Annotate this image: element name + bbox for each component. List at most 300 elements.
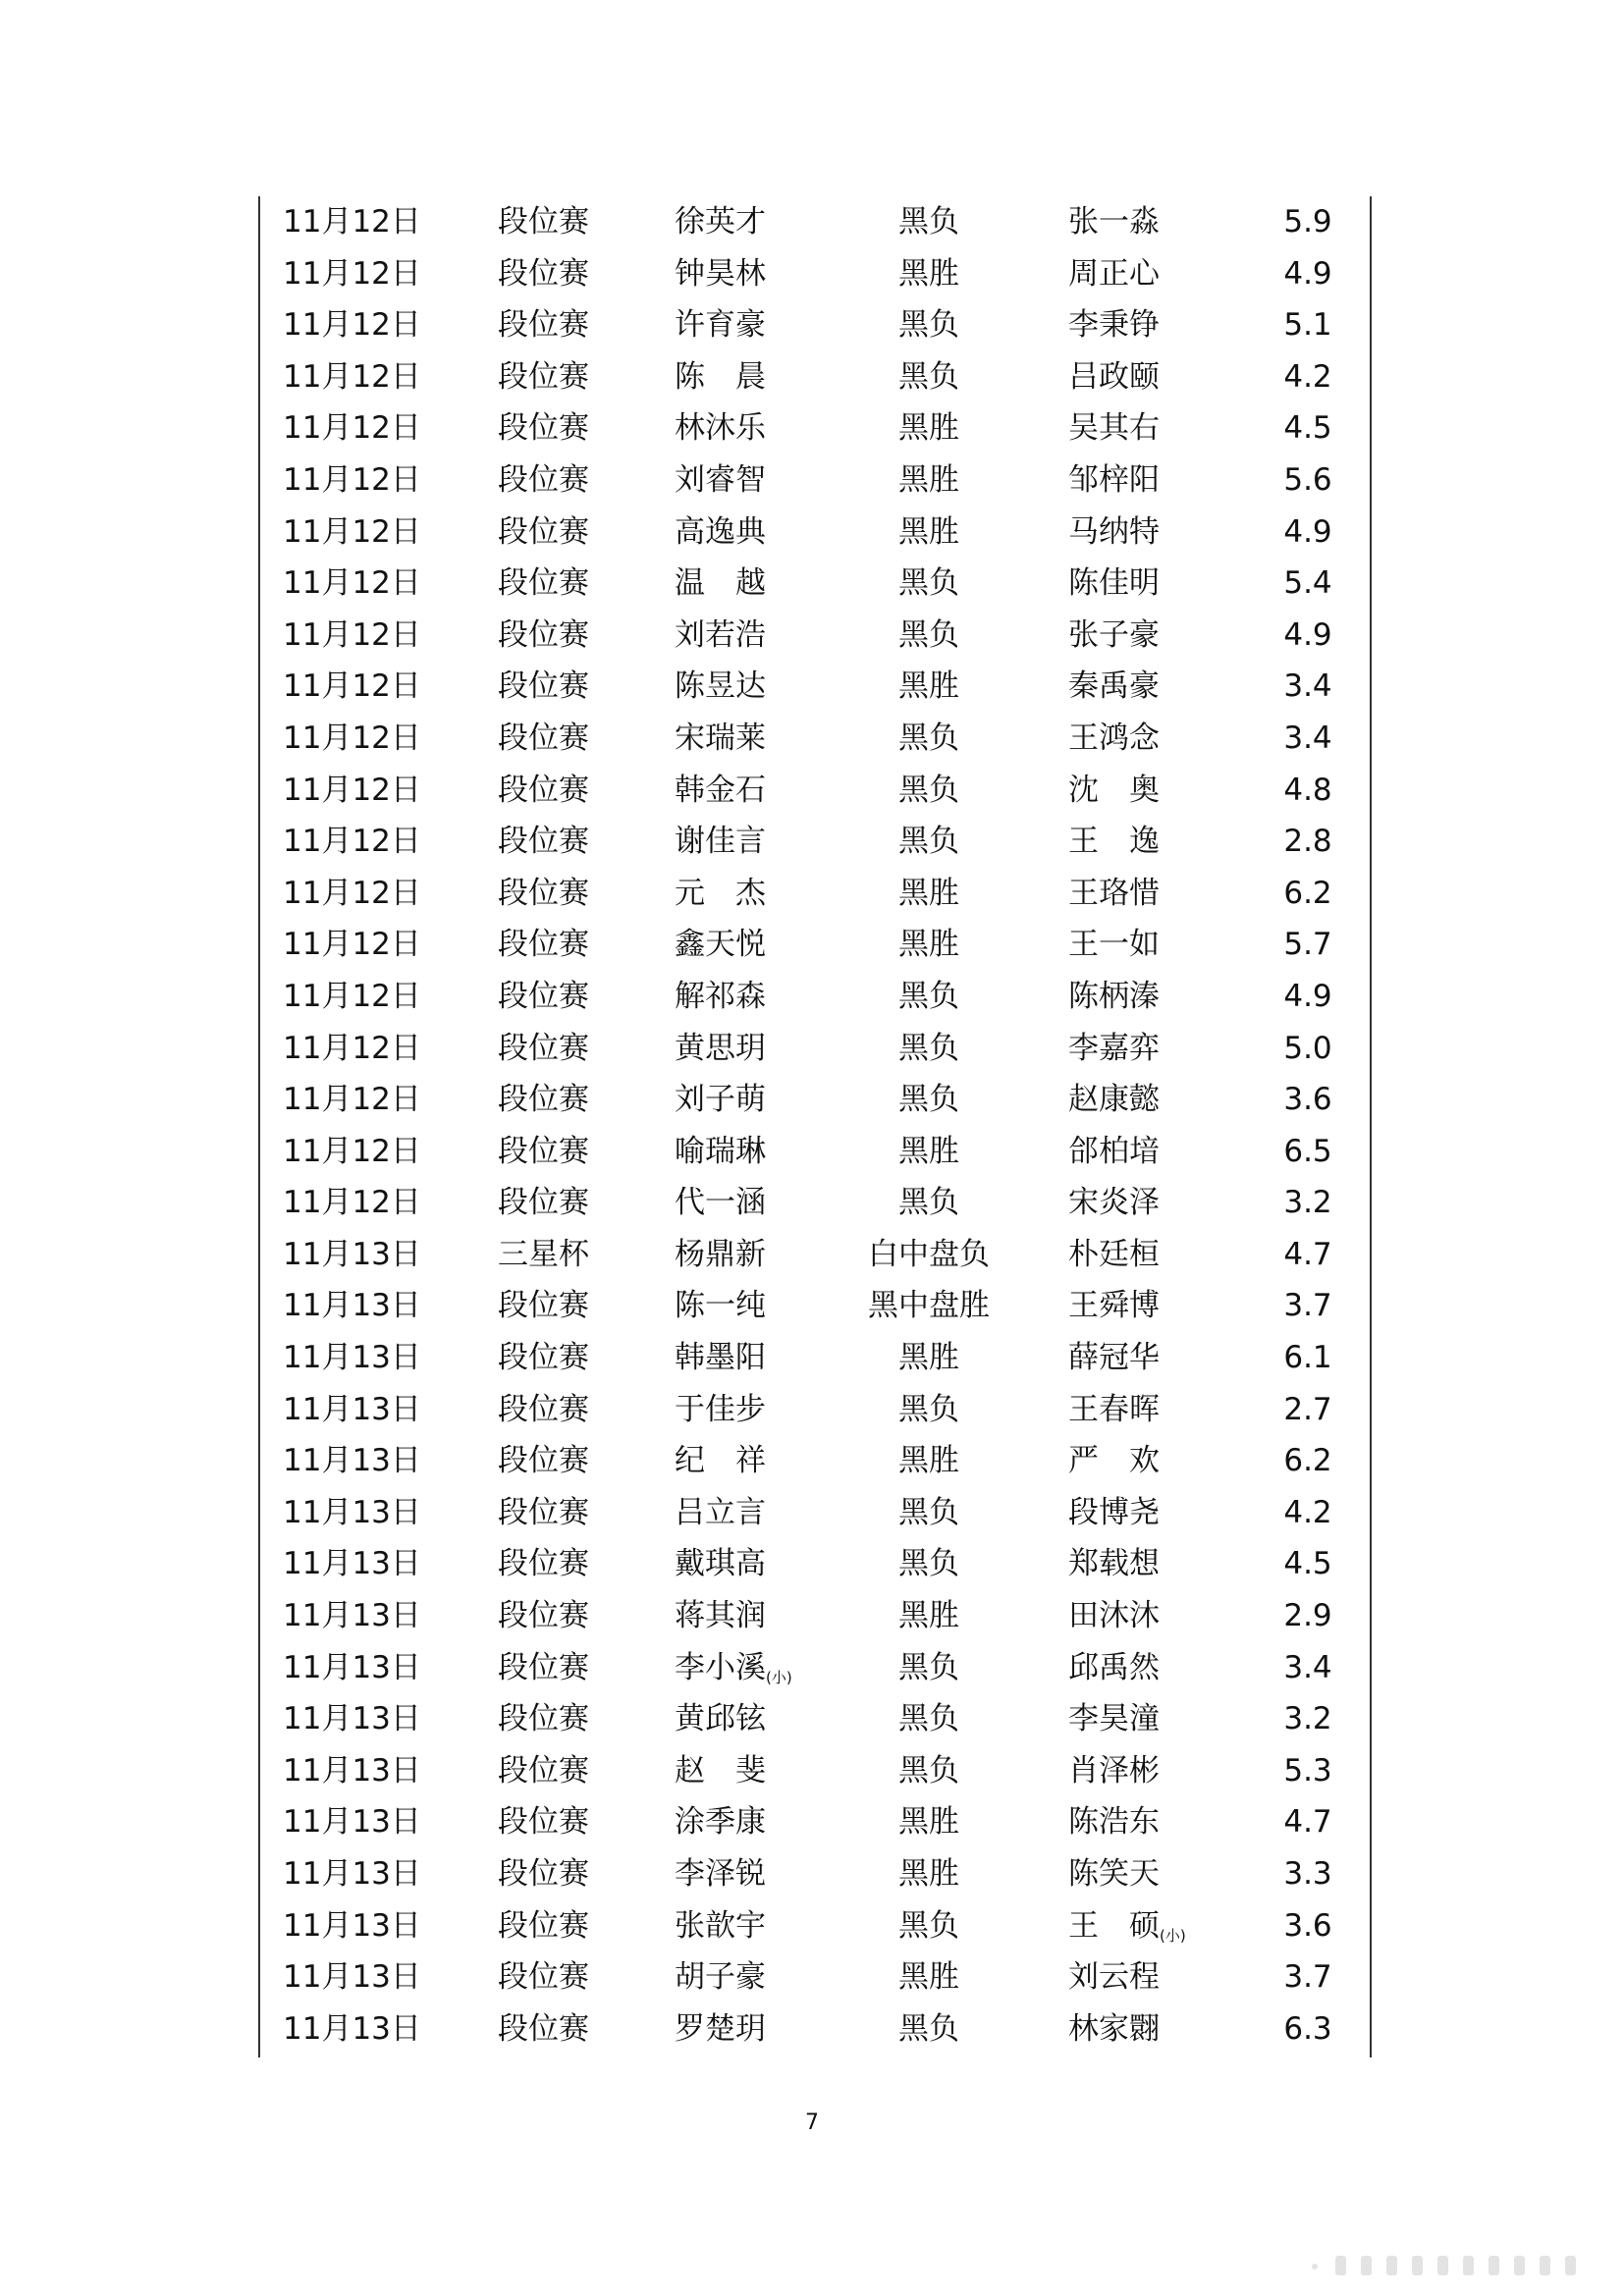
player-name-text: 郑载想: [1068, 1546, 1160, 1582]
player-name: [1068, 248, 1160, 300]
player-name: [675, 1229, 766, 1281]
date-cell: 11月12日: [283, 875, 421, 911]
player-name-text: 纪 祥: [675, 1443, 766, 1479]
watermark-mark: [1565, 2256, 1576, 2275]
black-player-cell: [600, 248, 840, 300]
white-player-cell: [994, 1590, 1234, 1642]
date-cell: 11月13日: [283, 1598, 421, 1634]
event-cell: 段位赛: [498, 772, 589, 808]
hand-count-cell: 6.3: [1283, 2010, 1332, 2047]
player-name-text: 王珞惜: [1068, 875, 1160, 911]
player-name: [1068, 1332, 1160, 1384]
date-cell: 11月13日: [283, 1494, 421, 1530]
player-name: [675, 1074, 766, 1126]
player-name-text: 邱禹然: [1068, 1649, 1160, 1685]
event-cell: 段位赛: [498, 616, 589, 653]
player-name: [675, 1745, 766, 1797]
player-name-text: 朴廷桓: [1068, 1236, 1160, 1272]
player-name: [675, 1487, 766, 1539]
player-name-text: 刘云程: [1068, 1959, 1160, 1996]
player-name-text: 王舜博: [1068, 1288, 1160, 1324]
date-cell: 11月12日: [283, 668, 421, 705]
right-rule: [1370, 196, 1372, 2057]
player-name: [675, 713, 766, 765]
date-cell: 11月12日: [283, 461, 421, 498]
player-name: [1068, 1693, 1160, 1745]
black-player-cell: [600, 402, 840, 454]
table-row: [260, 1229, 1370, 1281]
table-row: [260, 507, 1370, 559]
result-cell: 黑胜: [898, 668, 959, 705]
player-name: [675, 1590, 766, 1642]
hand-count-cell: 4.9: [1283, 978, 1332, 1014]
event-cell: 段位赛: [498, 1856, 589, 1892]
result-cell: 黑负: [898, 1082, 959, 1118]
player-name-text: 吕政颐: [1068, 358, 1160, 395]
date-cell: 11月12日: [283, 1185, 421, 1221]
white-player-cell: [994, 1280, 1234, 1332]
black-player-cell: [600, 1229, 840, 1281]
player-name-text: 周正心: [1068, 255, 1160, 292]
black-player-cell: [600, 454, 840, 507]
hand-count-cell: 3.7: [1283, 1959, 1332, 1996]
watermark-mark: [1437, 2256, 1448, 2275]
player-name: [1068, 454, 1160, 507]
player-name: [675, 1642, 792, 1694]
hand-count-cell: 4.5: [1283, 410, 1332, 447]
event-cell: 段位赛: [498, 513, 589, 550]
result-cell: 白中盘负: [868, 1236, 990, 1272]
date-cell: 11月13日: [283, 1649, 421, 1685]
table-row: [260, 1796, 1370, 1848]
player-name-text: 黄邱铉: [675, 1701, 766, 1737]
table-row: [260, 351, 1370, 403]
result-cell: 黑胜: [898, 1856, 959, 1892]
player-name-text: 李昊潼: [1068, 1701, 1160, 1737]
event-cell: 段位赛: [498, 204, 589, 240]
player-name-text: 李嘉弈: [1068, 1030, 1160, 1066]
black-player-cell: [600, 1538, 840, 1590]
player-name-text: 李泽锐: [675, 1856, 766, 1892]
black-player-cell: [600, 1848, 840, 1900]
table-row: [260, 1538, 1370, 1590]
player-name-text: 赵 斐: [675, 1752, 766, 1789]
player-name: [675, 454, 766, 507]
black-player-cell: [600, 507, 840, 559]
event-cell: 段位赛: [498, 565, 589, 602]
date-cell: 11月13日: [283, 2010, 421, 2047]
player-name-text: 张歆宇: [675, 1907, 766, 1944]
black-player-cell: [600, 1280, 840, 1332]
event-cell: 段位赛: [498, 1701, 589, 1737]
player-name: [1068, 402, 1160, 454]
player-name: [1068, 816, 1160, 868]
result-cell: 黑负: [898, 204, 959, 240]
player-name: [675, 765, 766, 817]
hand-count-cell: 3.3: [1283, 1856, 1332, 1892]
table-row: [260, 1177, 1370, 1229]
result-cell: 黑负: [898, 1391, 959, 1427]
table-row: [260, 713, 1370, 765]
table-row: [260, 1590, 1370, 1642]
hand-count-cell: 2.9: [1283, 1598, 1332, 1634]
table-row: [260, 1693, 1370, 1745]
white-player-cell: [994, 1900, 1234, 1952]
player-name-text: 罗楚玥: [675, 2010, 766, 2047]
hand-count-cell: 3.6: [1283, 1907, 1332, 1944]
player-name-text: 邹梓阳: [1068, 461, 1160, 498]
black-player-cell: [600, 1487, 840, 1539]
table-row: [260, 1900, 1370, 1952]
hand-count-cell: 4.9: [1283, 513, 1332, 550]
player-name-text: 蒋其润: [675, 1598, 766, 1634]
player-name-text: 秦禹豪: [1068, 668, 1160, 705]
date-cell: 11月13日: [283, 1907, 421, 1944]
player-name-text: 杨鼎新: [675, 1236, 766, 1272]
black-player-cell: [600, 919, 840, 971]
event-cell: 段位赛: [498, 307, 589, 344]
table-row: [260, 868, 1370, 920]
player-name: [675, 1332, 766, 1384]
white-player-cell: [994, 1538, 1234, 1590]
player-name: [1068, 1023, 1160, 1075]
player-name-text: 郃柏堷: [1068, 1133, 1160, 1169]
date-cell: 11月12日: [283, 1082, 421, 1118]
white-player-cell: [994, 507, 1234, 559]
event-cell: 段位赛: [498, 1959, 589, 1996]
player-name: [1068, 351, 1160, 403]
player-name-text: 温 越: [675, 565, 766, 602]
white-player-cell: [994, 351, 1234, 403]
hand-count-cell: 5.1: [1283, 307, 1332, 344]
event-cell: 段位赛: [498, 1598, 589, 1634]
player-name: [1068, 299, 1160, 351]
event-cell: 段位赛: [498, 2010, 589, 2047]
player-name: [675, 661, 766, 713]
player-name-text: 韩墨阳: [675, 1340, 766, 1376]
player-name: [1068, 661, 1160, 713]
player-name-text: 肖泽彬: [1068, 1752, 1160, 1789]
hand-count-cell: 3.2: [1283, 1185, 1332, 1221]
black-player-cell: [600, 765, 840, 817]
result-cell: 黑胜: [898, 1959, 959, 1996]
watermark-mark: [1514, 2256, 1525, 2275]
results-table: [260, 196, 1370, 2055]
table-row: [260, 816, 1370, 868]
date-cell: 11月13日: [283, 1959, 421, 1996]
player-name: [1068, 1384, 1160, 1436]
watermark-mark: [1361, 2256, 1372, 2275]
black-player-cell: [600, 1177, 840, 1229]
table-row: [260, 1951, 1370, 2003]
player-name-text: 林沐乐: [675, 410, 766, 447]
hand-count-cell: 4.2: [1283, 1494, 1332, 1530]
player-name-text: 薛冠华: [1068, 1340, 1160, 1376]
white-player-cell: [994, 248, 1234, 300]
result-cell: 黑负: [898, 1494, 959, 1530]
white-player-cell: [994, 713, 1234, 765]
hand-count-cell: 3.2: [1283, 1701, 1332, 1737]
event-cell: 段位赛: [498, 1340, 589, 1376]
event-cell: 段位赛: [498, 1030, 589, 1066]
player-name: [675, 2003, 766, 2056]
result-cell: 黑胜: [898, 410, 959, 447]
table-row: [260, 558, 1370, 610]
player-name-text: 王一如: [1068, 927, 1160, 963]
table-row: [260, 1280, 1370, 1332]
event-cell: 段位赛: [498, 978, 589, 1014]
player-name: [1068, 1590, 1160, 1642]
result-cell: 黑负: [898, 307, 959, 344]
player-name-text: 戴琪高: [675, 1546, 766, 1582]
player-name-text: 陈浩东: [1068, 1804, 1160, 1841]
player-name-text: 元 杰: [675, 875, 766, 911]
date-cell: 11月12日: [283, 720, 421, 756]
player-name: [675, 1848, 766, 1900]
event-cell: 段位赛: [498, 1546, 589, 1582]
event-cell: 段位赛: [498, 927, 589, 963]
table-row: [260, 1074, 1370, 1126]
table-row: [260, 661, 1370, 713]
player-name: [675, 402, 766, 454]
player-name: [1068, 1487, 1160, 1539]
event-cell: 段位赛: [498, 875, 589, 911]
white-player-cell: [994, 610, 1234, 662]
player-name: [675, 507, 766, 559]
white-player-cell: [994, 1487, 1234, 1539]
player-name: [675, 1177, 766, 1229]
event-cell: 段位赛: [498, 1082, 589, 1118]
event-cell: 段位赛: [498, 824, 589, 860]
white-player-cell: [994, 816, 1234, 868]
white-player-cell: [994, 2003, 1234, 2056]
event-cell: 段位赛: [498, 720, 589, 756]
date-cell: 11月13日: [283, 1288, 421, 1324]
player-name-text: 刘睿智: [675, 461, 766, 498]
black-player-cell: [600, 1642, 840, 1694]
player-name-text: 吴其右: [1068, 410, 1160, 447]
date-cell: 11月12日: [283, 358, 421, 395]
result-cell: 黑胜: [898, 1340, 959, 1376]
white-player-cell: [994, 402, 1234, 454]
black-player-cell: [600, 1590, 840, 1642]
black-player-cell: [600, 661, 840, 713]
black-player-cell: [600, 1384, 840, 1436]
event-cell: 段位赛: [498, 461, 589, 498]
player-name-text: 高逸典: [675, 513, 766, 550]
hand-count-cell: 6.2: [1283, 875, 1332, 911]
hand-count-cell: 4.8: [1283, 772, 1332, 808]
player-name: [1068, 1538, 1160, 1590]
event-cell: 段位赛: [498, 255, 589, 292]
black-player-cell: [600, 1023, 840, 1075]
date-cell: 11月13日: [283, 1443, 421, 1479]
white-player-cell: [994, 1384, 1234, 1436]
player-name-text: 鑫天悦: [675, 927, 766, 963]
event-cell: 段位赛: [498, 1649, 589, 1685]
date-cell: 11月12日: [283, 410, 421, 447]
result-cell: 黑负: [898, 1752, 959, 1789]
result-cell: 黑负: [898, 720, 959, 756]
hand-count-cell: 3.7: [1283, 1288, 1332, 1324]
date-cell: 11月12日: [283, 772, 421, 808]
player-name: [1068, 1900, 1186, 1952]
table-row: [260, 919, 1370, 971]
event-cell: 段位赛: [498, 410, 589, 447]
result-cell: 黑胜: [898, 927, 959, 963]
result-cell: 黑中盘胜: [868, 1288, 990, 1324]
table-row: [260, 1023, 1370, 1075]
player-name-text: 刘若浩: [675, 616, 766, 653]
table-row: [260, 1642, 1370, 1694]
date-cell: 11月12日: [283, 513, 421, 550]
result-cell: 黑胜: [898, 1133, 959, 1169]
black-player-cell: [600, 2003, 840, 2056]
date-cell: 11月12日: [283, 927, 421, 963]
date-cell: 11月12日: [283, 824, 421, 860]
player-name-text: 田沐沐: [1068, 1598, 1160, 1634]
hand-count-cell: 4.9: [1283, 255, 1332, 292]
player-name: [675, 1435, 766, 1487]
watermark-logo: [1312, 2254, 1593, 2277]
player-name: [1068, 765, 1160, 817]
player-name: [1068, 868, 1160, 920]
player-name-text: 李秉铮: [1068, 307, 1160, 344]
event-cell: 三星杯: [498, 1236, 589, 1272]
player-name-text: 代一涵: [675, 1185, 766, 1221]
table-row: [260, 196, 1370, 248]
date-cell: 11月12日: [283, 255, 421, 292]
date-cell: 11月13日: [283, 1340, 421, 1376]
date-cell: 11月12日: [283, 307, 421, 344]
player-name: [1068, 1126, 1160, 1178]
table-row: [260, 1126, 1370, 1178]
result-cell: 黑胜: [898, 1598, 959, 1634]
white-player-cell: [994, 1951, 1234, 2003]
black-player-cell: [600, 713, 840, 765]
hand-count-cell: 5.6: [1283, 461, 1332, 498]
player-name-text: 许育豪: [675, 307, 766, 344]
date-cell: 11月13日: [283, 1752, 421, 1789]
date-cell: 11月12日: [283, 978, 421, 1014]
table-row: [260, 1487, 1370, 1539]
black-player-cell: [600, 558, 840, 610]
player-name: [675, 1126, 766, 1178]
result-cell: 黑负: [898, 1907, 959, 1944]
player-name: [675, 1951, 766, 2003]
result-cell: 黑胜: [898, 461, 959, 498]
event-cell: 段位赛: [498, 1443, 589, 1479]
player-name: [1068, 713, 1160, 765]
black-player-cell: [600, 351, 840, 403]
player-name: [1068, 2003, 1160, 2056]
watermark-mark: [1386, 2256, 1397, 2275]
white-player-cell: [994, 558, 1234, 610]
player-name: [1068, 1796, 1160, 1848]
name-suffix: (小): [766, 1669, 792, 1687]
player-name-text: 钟昊林: [675, 255, 766, 292]
hand-count-cell: 4.7: [1283, 1804, 1332, 1841]
player-name-text: 胡子豪: [675, 1959, 766, 1996]
result-cell: 黑负: [898, 1185, 959, 1221]
watermark-mark: [1412, 2256, 1423, 2275]
hand-count-cell: 5.3: [1283, 1752, 1332, 1789]
white-player-cell: [994, 196, 1234, 248]
white-player-cell: [994, 1642, 1234, 1694]
player-name-text: 韩金石: [675, 772, 766, 808]
event-cell: 段位赛: [498, 1494, 589, 1530]
player-name-text: 宋瑞莱: [675, 720, 766, 756]
player-name-text: 吕立言: [675, 1494, 766, 1530]
hand-count-cell: 6.5: [1283, 1133, 1332, 1169]
hand-count-cell: 3.4: [1283, 1649, 1332, 1685]
hand-count-cell: 4.7: [1283, 1236, 1332, 1272]
hand-count-cell: 4.5: [1283, 1546, 1332, 1582]
player-name-text: 王鸿念: [1068, 720, 1160, 756]
player-name-text: 宋炎泽: [1068, 1185, 1160, 1221]
table-row: [260, 248, 1370, 300]
result-cell: 黑负: [898, 1649, 959, 1685]
event-cell: 段位赛: [498, 358, 589, 395]
player-name-text: 严 欢: [1068, 1443, 1160, 1479]
player-name-text: 刘子萌: [675, 1082, 766, 1118]
player-name: [1068, 507, 1160, 559]
player-name: [675, 1796, 766, 1848]
date-cell: 11月12日: [283, 204, 421, 240]
hand-count-cell: 5.0: [1283, 1030, 1332, 1066]
table-row: [260, 1745, 1370, 1797]
player-name: [675, 1538, 766, 1590]
watermark-mark: [1489, 2256, 1499, 2275]
player-name: [1068, 1229, 1160, 1281]
watermark-mark: [1540, 2256, 1550, 2275]
result-cell: 黑胜: [898, 513, 959, 550]
black-player-cell: [600, 1126, 840, 1178]
player-name: [1068, 1951, 1160, 2003]
result-cell: 黑负: [898, 978, 959, 1014]
player-name-text: 于佳步: [675, 1391, 766, 1427]
white-player-cell: [994, 919, 1234, 971]
hand-count-cell: 2.7: [1283, 1391, 1332, 1427]
player-name-text: 王春晖: [1068, 1391, 1160, 1427]
white-player-cell: [994, 454, 1234, 507]
player-name: [675, 1693, 766, 1745]
result-cell: 黑负: [898, 824, 959, 860]
player-name: [1068, 1280, 1160, 1332]
date-cell: 11月13日: [283, 1236, 421, 1272]
event-cell: 段位赛: [498, 1752, 589, 1789]
player-name: [1068, 610, 1160, 662]
black-player-cell: [600, 299, 840, 351]
black-player-cell: [600, 1745, 840, 1797]
player-name-text: 陈 晨: [675, 358, 766, 395]
result-cell: 黑胜: [898, 1804, 959, 1841]
player-name: [1068, 919, 1160, 971]
player-name-text: 谢佳言: [675, 824, 766, 860]
result-cell: 黑负: [898, 565, 959, 602]
hand-count-cell: 6.2: [1283, 1443, 1332, 1479]
player-name: [1068, 1074, 1160, 1126]
player-name-text: 沈 奥: [1068, 772, 1160, 808]
white-player-cell: [994, 1074, 1234, 1126]
date-cell: 11月13日: [283, 1856, 421, 1892]
hand-count-cell: 4.2: [1283, 358, 1332, 395]
player-name-text: 涂季康: [675, 1804, 766, 1841]
player-name: [675, 299, 766, 351]
event-cell: 段位赛: [498, 1133, 589, 1169]
player-name: [1068, 1435, 1160, 1487]
player-name: [1068, 558, 1160, 610]
